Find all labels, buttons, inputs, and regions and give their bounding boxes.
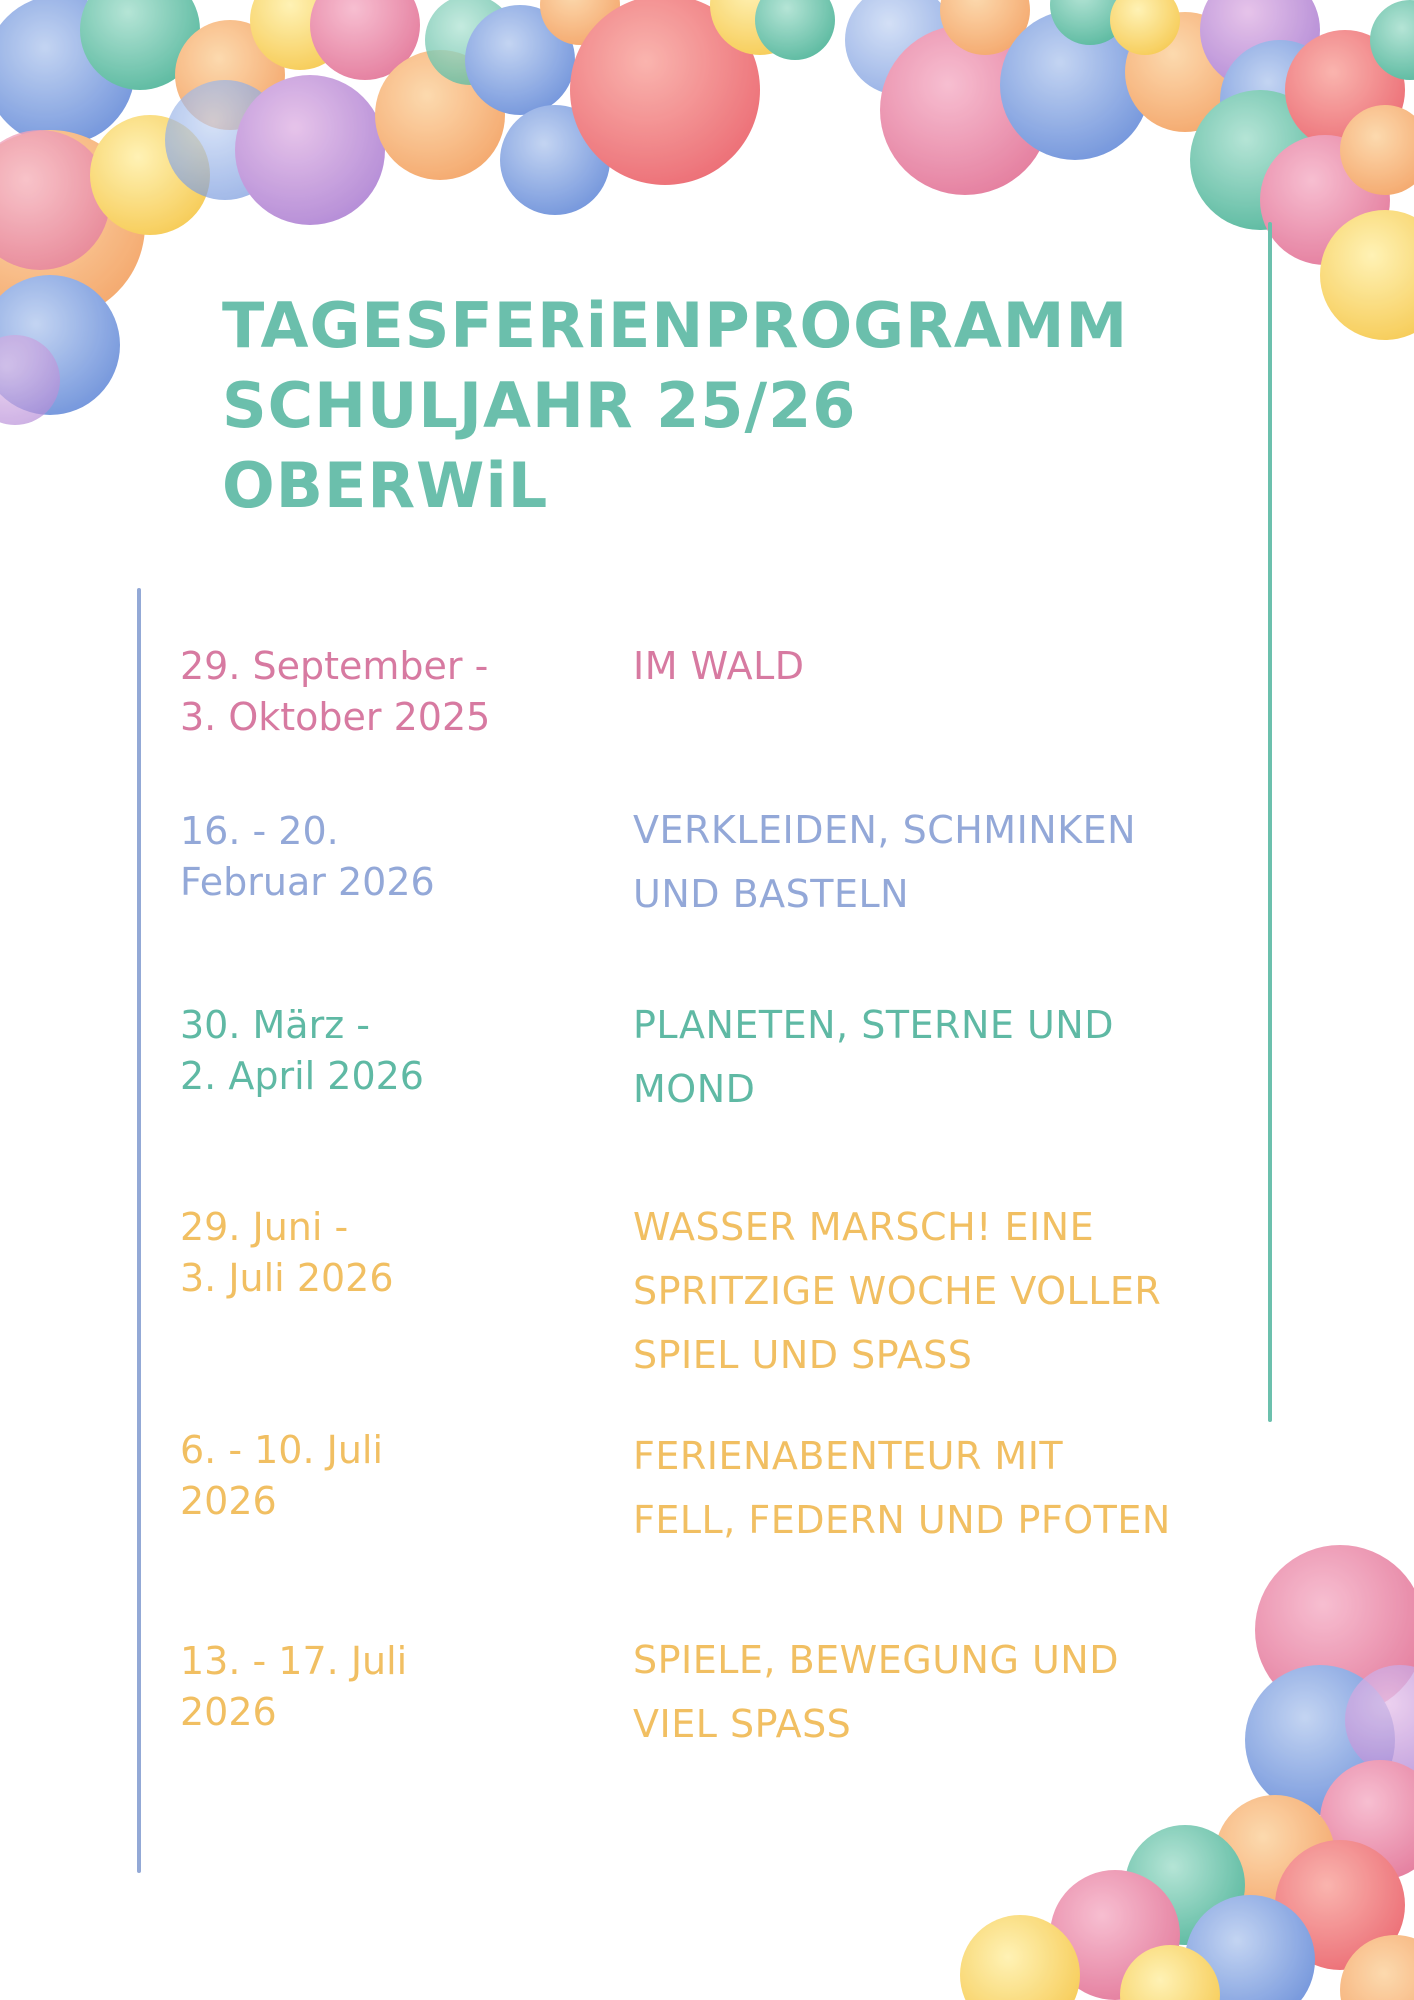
entry-topic-line-1: WASSER MARSCH! EINE (633, 1205, 1095, 1249)
entry-date-line-2: 2026 (180, 1690, 277, 1734)
entry-topic-line-1: PLANETEN, STERNE UND (633, 1003, 1114, 1047)
entry-date (180, 806, 435, 908)
entry-topic (633, 798, 1136, 926)
entry-date-line-1: 29. Juni - (180, 1205, 349, 1249)
entry-date (180, 1000, 424, 1102)
title-line-3: OBERWiL (222, 449, 549, 522)
entry-date (180, 1202, 394, 1304)
entry-topic-line-2: VIEL SPASS (633, 1702, 852, 1746)
entry-date (180, 1636, 407, 1738)
entry-date-line-2: 2026 (180, 1479, 277, 1523)
entry-date-line-1: 6. - 10. Juli (180, 1428, 384, 1472)
entry-date-line-2: 2. April 2026 (180, 1054, 424, 1098)
entry-topic (633, 1195, 1161, 1387)
entry-topic-line-2: UND BASTELN (633, 872, 910, 916)
title-line-1: TAGESFERiENPROGRAMM (222, 289, 1129, 362)
entry-topic (633, 634, 805, 698)
page-title (222, 286, 1128, 526)
entry-date-line-1: 13. - 17. Juli (180, 1639, 408, 1683)
entry-topic (633, 993, 1114, 1121)
entry-topic-line-1: IM WALD (633, 644, 805, 688)
entry-date (180, 641, 490, 743)
entry-topic-line-1: FERIENABENTEUR MIT (633, 1434, 1064, 1478)
entry-date-line-2: Februar 2026 (180, 860, 435, 904)
entry-date-line-1: 16. - 20. (180, 809, 339, 853)
entry-date-line-1: 30. März - (180, 1003, 370, 1047)
title-line-2: SCHULJAHR 25/26 (222, 369, 857, 442)
entry-date-line-2: 3. Juli 2026 (180, 1256, 394, 1300)
entry-topic-line-1: SPIELE, BEWEGUNG UND (633, 1638, 1119, 1682)
entry-topic (633, 1628, 1119, 1756)
left-divider-line (137, 588, 141, 1873)
entry-topic-line-2: FELL, FEDERN UND PFOTEN (633, 1498, 1171, 1542)
entry-date-line-2: 3. Oktober 2025 (180, 695, 491, 739)
entry-topic (633, 1424, 1171, 1552)
entry-date-line-1: 29. September - (180, 644, 489, 688)
entry-date (180, 1425, 383, 1527)
entry-topic-line-2: MOND (633, 1067, 756, 1111)
right-divider-line (1268, 222, 1272, 1422)
entry-topic-line-2: SPRITZIGE WOCHE VOLLER (633, 1269, 1162, 1313)
entry-topic-line-3: SPIEL UND SPASS (633, 1333, 973, 1377)
entry-topic-line-1: VERKLEIDEN, SCHMINKEN (633, 808, 1137, 852)
